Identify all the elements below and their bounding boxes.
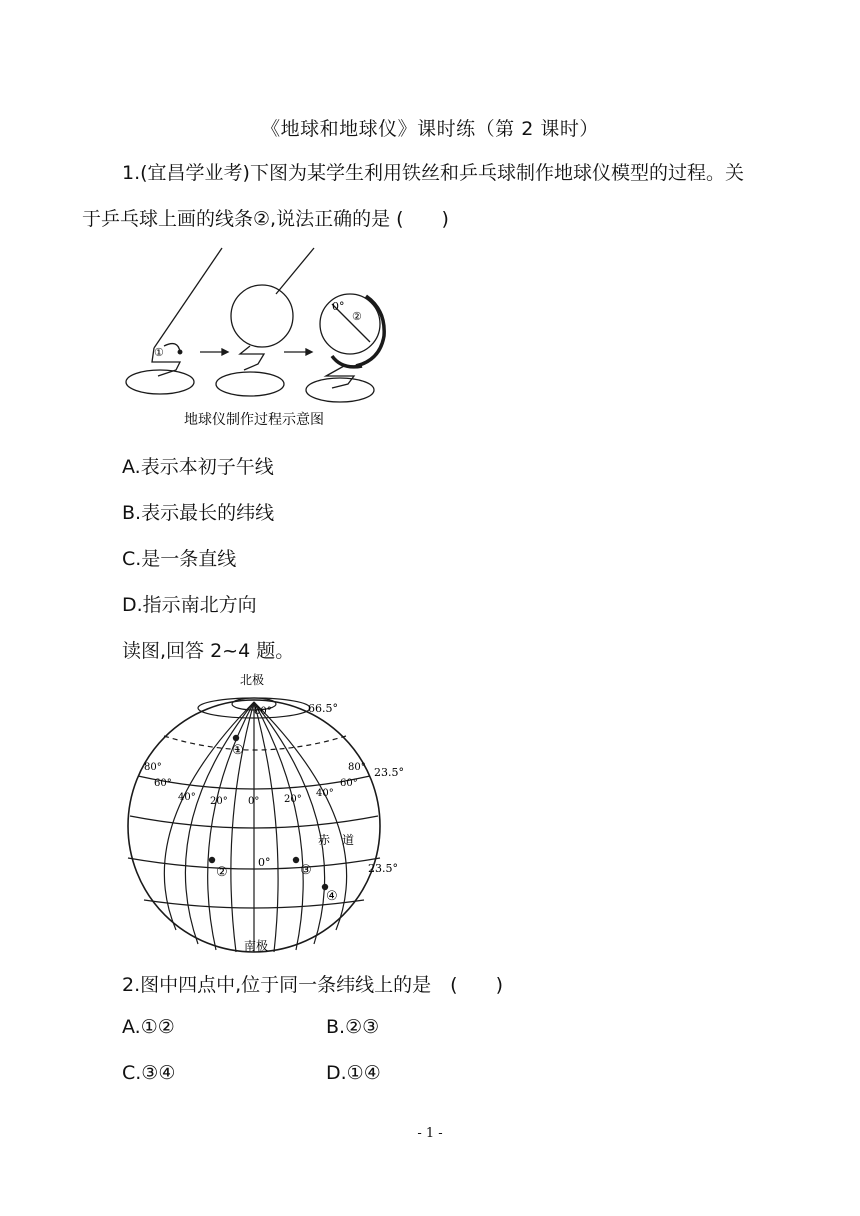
lon-label-4: 20° <box>210 796 228 807</box>
lat-80-label: 80° <box>254 706 272 717</box>
wire-rod-2 <box>276 248 314 294</box>
fig1-label-1: ① <box>154 346 164 359</box>
q1-option-d: D.指示南北方向 <box>122 594 257 616</box>
fig1-label-0deg: 0° <box>332 300 345 313</box>
lat-23-5-south-label: 23.5° <box>368 862 398 875</box>
point-4-label: ④ <box>326 889 338 904</box>
base-3 <box>306 378 374 402</box>
south-pole-label: 南极 <box>244 939 269 953</box>
wire-rod-1 <box>154 248 222 348</box>
lon-label-7: 40° <box>316 788 334 799</box>
lon-label-2: 60° <box>154 778 172 789</box>
bend-arrow-1 <box>164 344 180 352</box>
lat-66-5-label: 66.5° <box>308 702 338 715</box>
question-1-stem-line-2: 于乒乓球上画的线条②,说法正确的是 ( ) <box>82 208 449 230</box>
globe-grid-figure <box>118 668 418 962</box>
q2-option-c: C.③④ <box>122 1062 176 1084</box>
q1-option-a: A.表示本初子午线 <box>122 456 274 478</box>
metal-ring-3 <box>356 296 384 366</box>
point-1-marker <box>233 735 239 741</box>
page-title: 《地球和地球仪》课时练（第 2 课时） <box>261 118 599 140</box>
wire-bend-2 <box>240 346 264 370</box>
question-1-stem-line-1: 1.(宜昌学业考)下图为某学生利用铁丝和乒乓球制作地球仪模型的过程。关 <box>122 162 744 184</box>
lon-label-5: 0° <box>248 796 260 807</box>
question-2-stem: 2.图中四点中,位于同一条纬线上的是 ( ) <box>122 974 503 996</box>
page-number: - 1 - <box>417 1126 443 1141</box>
equator-degree-label: 0° <box>258 856 271 869</box>
fig1-caption: 地球仪制作过程示意图 <box>184 412 324 428</box>
intro-questions-2-4: 读图,回答 2~4 题。 <box>122 640 295 662</box>
globe-making-figure <box>118 244 398 434</box>
wire-bend-3 <box>326 366 354 388</box>
ball-2 <box>231 285 293 347</box>
q2-option-d: D.①④ <box>326 1062 381 1084</box>
lon-label-9: 80° <box>348 762 366 773</box>
lon-label-6: 20° <box>284 794 302 805</box>
q1-option-b: B.表示最长的纬线 <box>122 502 275 524</box>
base-2 <box>216 372 284 396</box>
q2-option-b: B.②③ <box>326 1016 380 1038</box>
ball-3 <box>320 294 380 354</box>
equator-name-label: 赤 道 <box>318 833 355 847</box>
q1-option-c: C.是一条直线 <box>122 548 237 570</box>
lon-label-1: 80° <box>144 762 162 773</box>
point-3-marker <box>293 857 299 863</box>
point-1-label: ① <box>232 743 244 758</box>
point-3-label: ③ <box>300 863 312 878</box>
north-pole-label: 北极 <box>240 673 265 687</box>
q2-option-a: A.①② <box>122 1016 175 1038</box>
lon-label-8: 60° <box>340 778 358 789</box>
base-1 <box>126 370 194 394</box>
point-2-label: ② <box>216 865 228 880</box>
arctic-circle <box>164 736 346 750</box>
point-2-marker <box>209 857 215 863</box>
fig1-label-2: ② <box>352 310 362 323</box>
lat-23-5-north-label: 23.5° <box>374 766 404 779</box>
lon-label-3: 40° <box>178 792 196 803</box>
